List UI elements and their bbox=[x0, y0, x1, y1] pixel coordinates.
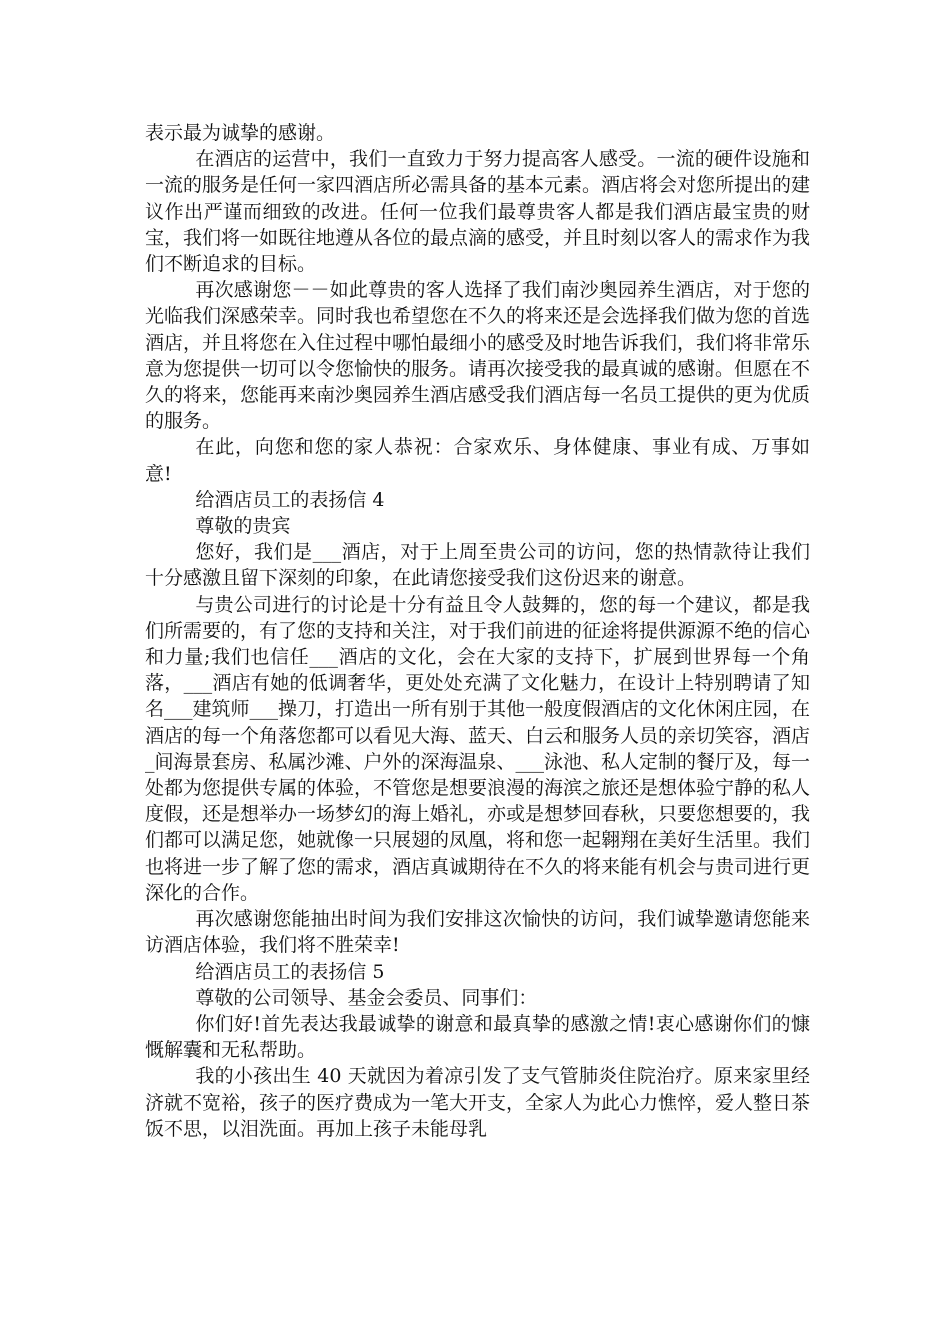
paragraph-letter-4-intro: 您好，我们是___酒店，对于上周至贵公司的访问，您的热情款待让我们十分感激且留下深刻的印象，在此请您接受我们这份迟来的谢意。 bbox=[145, 541, 810, 590]
paragraph-letter-5-greeting: 你们好!首先表达我最诚挚的谢意和最真挚的感激之情!衷心感谢你们的慷慨解囊和无私帮助。 bbox=[145, 1012, 810, 1062]
paragraph-blessings: 在此，向您和您的家人恭祝：合家欢乐、身体健康、事业有成、万事如意! bbox=[145, 436, 810, 485]
paragraph-letter-4-closing: 再次感谢您能抽出时间为我们安排这次愉快的访问，我们诚挚邀请您能来访酒店体验，我们将不胜荣幸! bbox=[145, 908, 810, 957]
paragraph-letter-5-body: 我的小孩出生 40 天就因为着凉引发了支气管肺炎住院治疗。原来家里经济就不宽裕，孩子的医疗费成为一笔大开支，全家人为此心力憔悴，爱人整日茶饭不思，以泪洗面。再加上孩子未能母乳 bbox=[145, 1065, 811, 1140]
paragraph-letter-4-body: 与贵公司进行的讨论是十分有益且令人鼓舞的，您的每一个建议，都是我们所需要的，有了您的支持和关注，对于我们前进的征途将提供源源不绝的信心和力量;我们也信任___酒店的文化，会在大家的支持下，扩展到世界每一个角落，___酒店有她的低调奢华，更处处充满了文化魅力，在设计上特别聘请了知名___建筑师___操刀，打造出一所有别于其他一般度假酒店的文化休闲庄园，在酒店的每一个角落您都可以看见大海、蓝天、白云和服务人员的亲切笑容，酒店_间海景套房、私属沙滩、户外的深海温泉、___泳池、私人定制的餐厅及，每一处都为您提供专属的体验，不管您是想要浪漫的海滨之旅还是想体验宁静的私人度假，还是想举办一场梦幻的海上婚礼，亦或是想梦回春秋，只要您想要的，我们都可以满足您，她就像一只展翅的凤凰，将和您一起翱翔在美好生活里。我们也将进一步了解了您的需求，酒店真诚期待在不久的将来能有机会与贵司进行更深化的合作。 bbox=[145, 593, 811, 904]
letter-4-salutation: 尊敬的贵宾 bbox=[195, 515, 291, 538]
letter-5-salutation: 尊敬的公司领导、基金会委员、同事们： bbox=[195, 986, 538, 1009]
letter-5-title: 给酒店员工的表扬信 5 bbox=[195, 960, 385, 983]
document-body bbox=[145, 120, 810, 1142]
letter-4-title: 给酒店员工的表扬信 4 bbox=[195, 488, 385, 511]
paragraph-thanks-again: 再次感谢您－－如此尊贵的客人选择了我们南沙奥园养生酒店，对于您的光临我们深感荣幸。同时我也希望您在不久的将来还是会选择我们做为您的首选酒店，并且将您在入住过程中哪怕最细小的感受及时地告诉我们，我们将非常乐意为您提供一切可以令您愉快的服务。请再次接受我的最真诚的感谢。但愿在不久的将来，您能再来南沙奥园养生酒店感受我们酒店每一名员工提供的更为优质的服务。 bbox=[145, 279, 811, 433]
paragraph-hotel-operations: 在酒店的运营中，我们一直致力于努力提高客人感受。一流的硬件设施和一流的服务是任何一家四酒店所必需具备的基本元素。酒店将会对您所提出的建议作出严谨而细致的改进。任何一位我们最尊贵客人都是我们酒店最宝贵的财宝，我们将一如既往地遵从各位的最点滴的感受，并且时刻以客人的需求作为我们不断追求的目标。 bbox=[145, 148, 811, 276]
paragraph-closing-thanks: 表示最为诚挚的感谢。 bbox=[145, 122, 336, 144]
